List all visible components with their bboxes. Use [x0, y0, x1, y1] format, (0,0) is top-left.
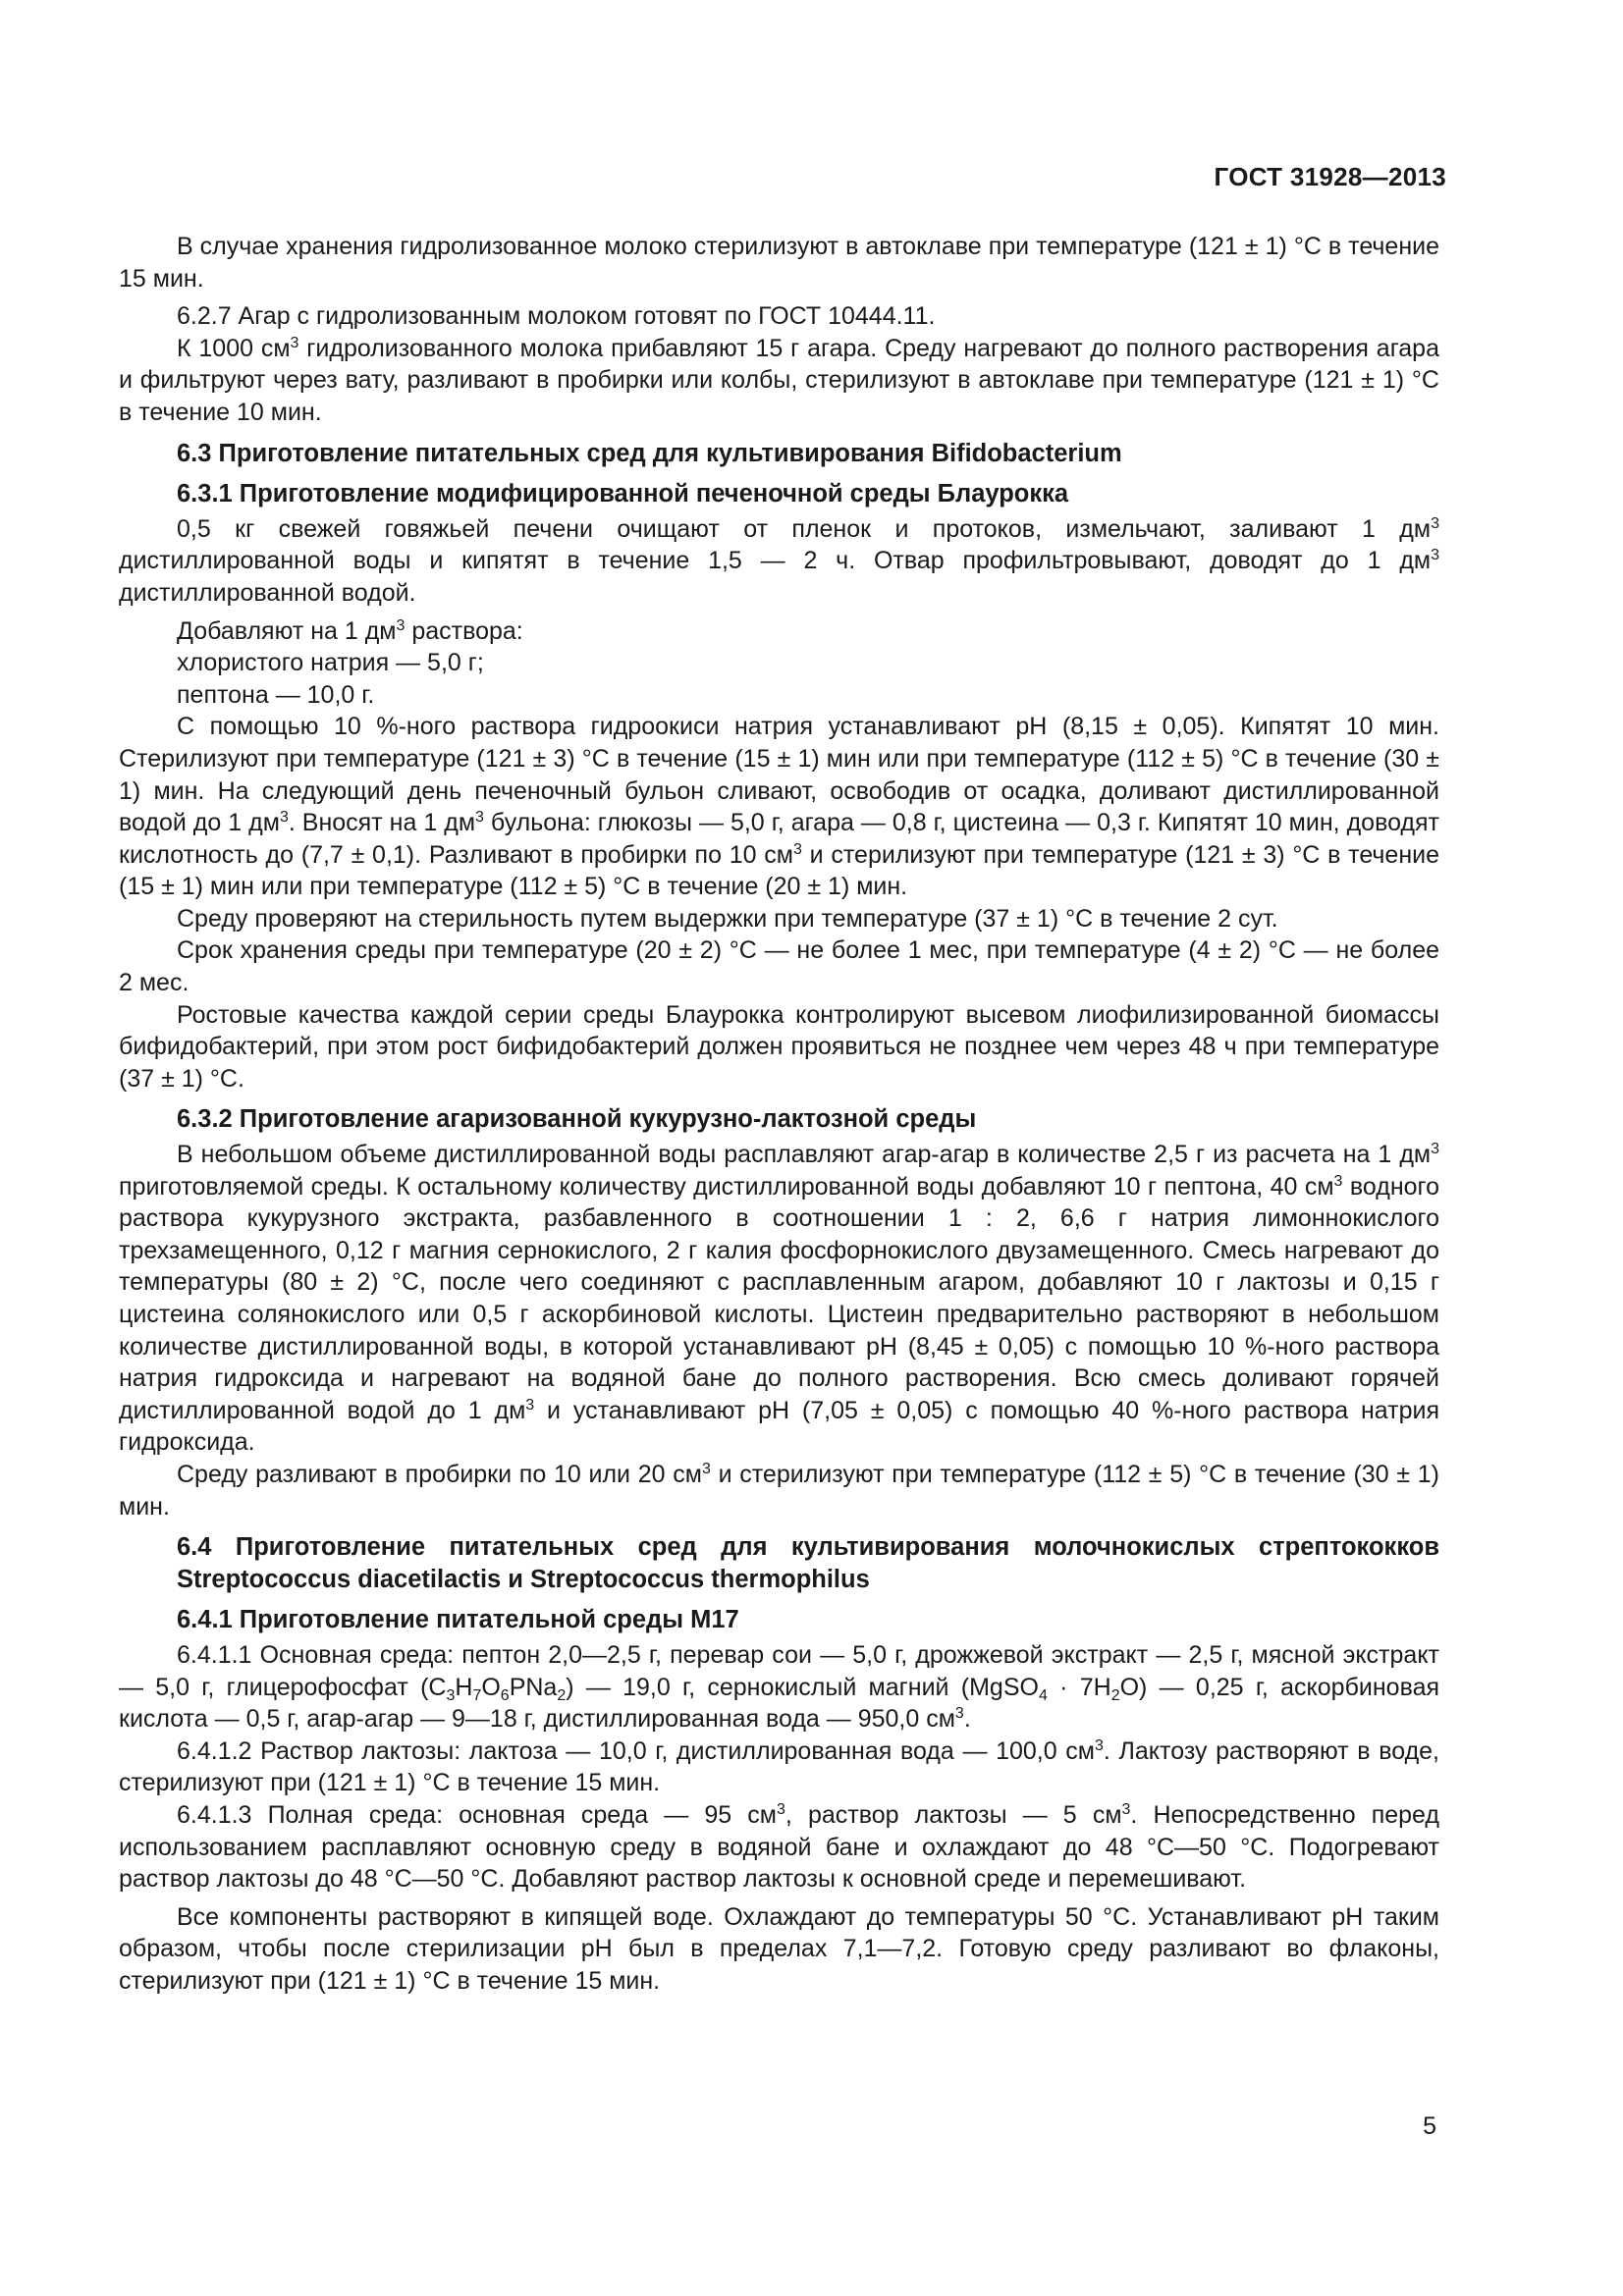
section-heading-6-4: 6.4 Приготовление питательных сред для культивирования молочнокислых стрептококков Streptococcus diacetilactis и Streptococcus thermophilus — [177, 1533, 1439, 1593]
section-heading-6-3-2: 6.3.2 Приготовление агаризованной кукурузно-лактозной среды — [177, 1105, 977, 1134]
paragraph: В случае хранения гидролизованное молоко стерилизуют в автоклаве при температуре (121 ± 1) °С в течение 15 мин. — [119, 233, 1439, 293]
section-heading-6-3: 6.3 Приготовление питательных сред для культивирования Bifidobacterium — [177, 439, 1122, 467]
paragraph: Среду проверяют на стерильность путем выдержки при температуре (37 ± 1) °С в течение 2 сут. — [177, 904, 1278, 933]
paragraph: 0,5 кг свежей говяжьей печени очищают от пленок и протоков, измельчают, заливают 1 $дм^3$ дистиллированной воды и кипятят в течение 1,5 — 2 ч. Отвар профильтровывают, доводят до 1 $дм^3$ дистиллированной водой. — [119, 514, 1439, 607]
document-body — [119, 231, 1439, 1997]
paragraph: В небольшом объеме дистиллированной воды расплавляют агар-агар в количестве 2,5 г из расчета на 1 $дм^3$ приготовляемой среды. К остальному количеству дистиллированной воды добавляют 10 г пептона, 40 $см^3$ водного раствора кукурузного экстракта, разбавленного в соотношении 1 : 2, 6,6 г натрия лимоннокислого трехзамещенного, 0,12 г магния сернокислого, 2 г калия фосфорнокислого двузамещенного. Смесь нагревают до температуры (80 ± 2) °С, после чего соединяют с расплавленным агаром, добавляют 10 г лактозы и 0,15 г цистеина солянокислого или 0,5 г аскорбиновой кислоты. Цистеин предварительно растворяют в небольшом количестве дистиллированной воды, в которой устанавливают pH (8,45 ± 0,05) с помощью 10 %-ного раствора натрия гидроксида и нагревают на водяной бане до полного растворения. Всю смесь доливают горячей дистиллированной водой до 1 $дм^3$ и устанавливают pH (7,05 ± 0,05) с помощью 40 %-ного раствора натрия гидроксида. — [119, 1141, 1439, 1457]
paragraph: К 1000 $см^3$ гидролизованного молока прибавляют 15 г агара. Среду нагревают до полного растворения агара и фильтруют через вату, разливают в пробирки или колбы, стерилизуют в автоклаве при температуре (121 ± 1) °С в течение 10 мин. — [119, 334, 1439, 426]
section-heading-6-3-1: 6.3.1 Приготовление модифицированной печеночной среды Блаурокка — [177, 480, 1069, 508]
clause-6-2-7: 6.2.7 Агар с гидролизованным молоком готовят по ГОСТ 10444.11. — [177, 302, 936, 331]
section-heading-6-4-1: 6.4.1 Приготовление питательной среды M17 — [177, 1606, 739, 1634]
clause-6-4-1-3: 6.4.1.3 Полная среда: основная среда — 95 $см^3$, раствор лактозы — 5 $см^3$. Непосредственно перед использованием расплавляют основную среду в водяной бане и охлаждают до 48 °С—50 °С. Подогревают раствор лактозы до 48 °С—50 °С. Добавляют раствор лактозы к основной среде и перемешивают. — [119, 1800, 1439, 1894]
paragraph: Среду разливают в пробирки по 10 или 20 $см^3$ и стерилизуют при температуре (112 ± 5) °С в течение (30 ± 1) мин. — [119, 1460, 1440, 1521]
clause-6-4-1-2: 6.4.1.2 Раствор лактозы: лактоза — 10,0 г, дистиллированная вода — 100,0 $см^3$. Лактозу растворяют в воде, стерилизуют при (121 ± 1) °С в течение 15 мин. — [119, 1736, 1440, 1797]
document-id-header: ГОСТ 31928—2013 — [1214, 162, 1446, 191]
page-number: 5 — [1423, 2112, 1436, 2140]
paragraph: Ростовые качества каждой серии среды Блаурокка контролируют высевом лиофилизированной биомассы бифидобактерий, при этом рост бифидобактерий должен проявиться не позднее чем через 48 ч при температуре (37 ± 1) °С. — [119, 1000, 1439, 1093]
list-item: хлористого натрия — 5,0 г; — [177, 649, 484, 677]
list-item: пептона — 10,0 г. — [177, 680, 375, 709]
paragraph: С помощью 10 %-ного раствора гидроокиси натрия устанавливают pH (8,15 ± 0,05). Кипятят 10 мин. Стерилизуют при температуре (121 ± 3) °С в течение (15 ± 1) мин или при температуре (112 ± 5) °С в течение (30 ± 1) мин. На следующий день печеночный бульон сливают, освободив от осадка, доливают дистиллированной водой до 1 $дм^3$. Вносят на 1 $дм^3$ бульона: глюкозы — 5,0 г, агара — 0,8 г, цистеина — 0,3 г. Кипятят 10 мин, доводят кислотность до (7,7 ± 0,1). Разливают в пробирки по 10 $см^3$ и стерилизуют при температуре (121 ± 3) °С в течение (15 ± 1) мин или при температуре (112 ± 5) °С в течение (20 ± 1) мин. — [119, 713, 1439, 901]
paragraph: Добавляют на 1 $дм^3$ раствора: — [177, 616, 523, 645]
paragraph: Все компоненты растворяют в кипящей воде. Охлаждают до температуры 50 °С. Устанавливают pH таким образом, чтобы после стерилизации pH был в пределах 7,1—7,2. Готовую среду разливают во флаконы, стерилизуют при (121 ± 1) °С в течение 15 мин. — [119, 1902, 1439, 1995]
paragraph: Срок хранения среды при температуре (20 ± 2) °С — не более 1 мес, при температуре (4 ± 2) °С — не более 2 мес. — [119, 936, 1439, 997]
clause-6-4-1-1: 6.4.1.1 Основная среда: пептон 2,0—2,5 г, перевар сои — 5,0 г, дрожжевой экстракт — 2,5 г, мясной экстракт — 5,0 г, глицерофосфат $(C_3H_7O_6PNa_2)$ — 19,0 г, сернокислый магний (MgSO$_4$ · $7H_2O$) — 0,25 г, аскорбиновая кислота — 0,5 г, агар-агар — 9—18 г, дистиллированная вода — 950,0 $см^3$. — [119, 1640, 1440, 1734]
